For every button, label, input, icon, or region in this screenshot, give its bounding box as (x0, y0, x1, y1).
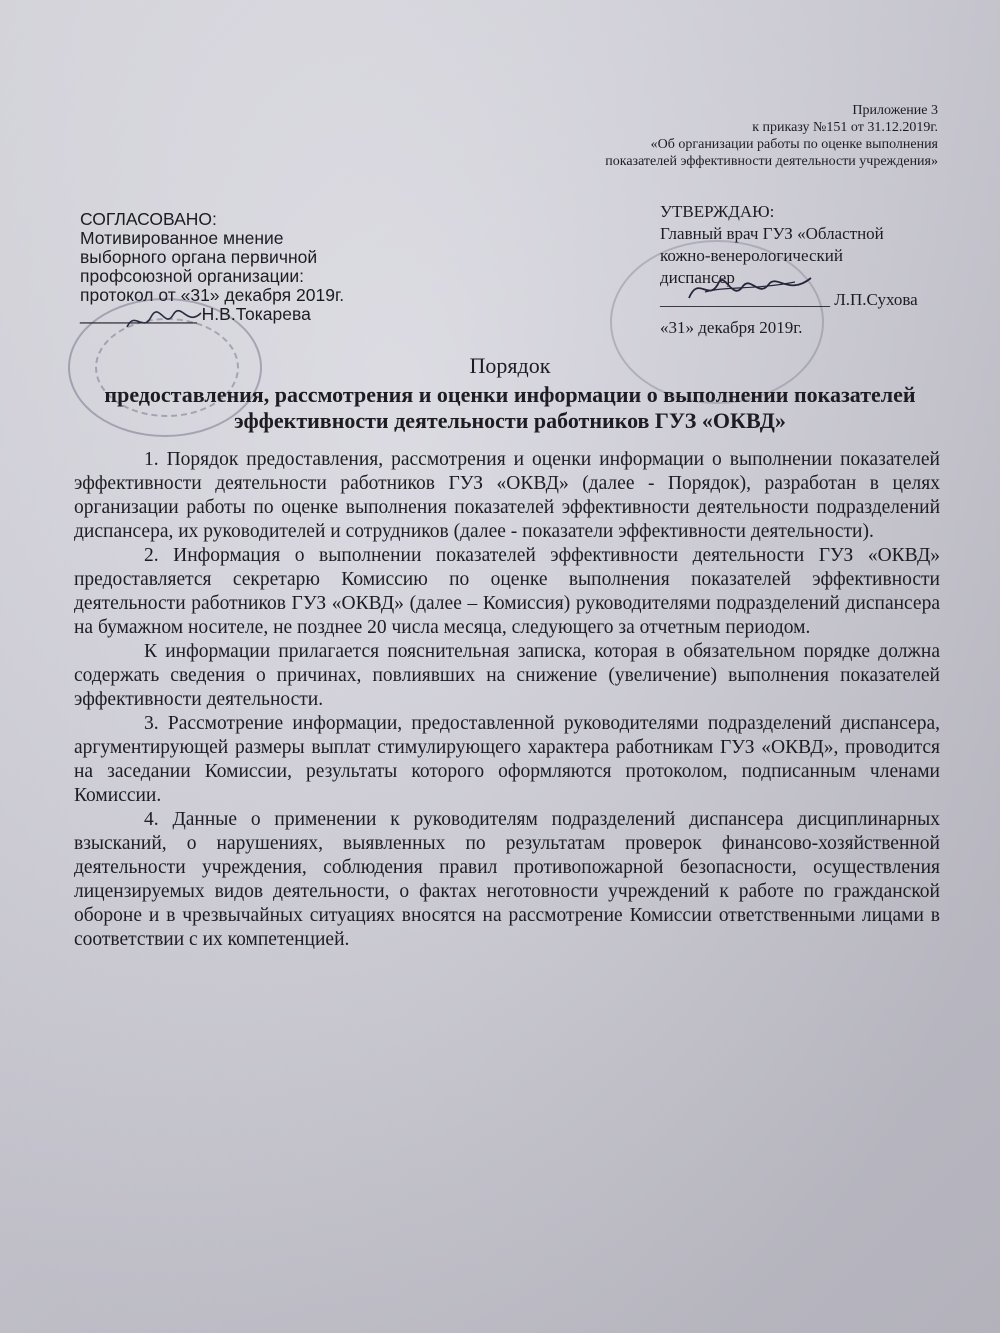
document-body (74, 448, 940, 952)
approve-date: «31» декабря 2019г. (660, 318, 803, 337)
paragraph-4: 3. Рассмотрение информации, предоставленной руководителями подразделений диспансера, аргументирующей размеры выплат стимулирующего характера работникам ГУЗ «ОКВД», проводится на заседании Комиссии, результаты которого оформляются протоколом, подписанным членами Комиссии. (74, 713, 940, 806)
paragraph-2: 2. Информация о выполнении показателей эффективности деятельности ГУЗ «ОКВД» предоставляется секретарю Комиссию по оценке выполнения показателей эффективности деятельности работников ГУЗ «ОКВД» (далее – Комиссия) руководителями подразделений диспансера на бумажном носителе, не позднее 20 числа месяца, следующего за отчетным периодом. (74, 545, 940, 638)
agreed-signature-line: ____________ Н.В.Токарева (80, 304, 311, 324)
appendix-order-title-2: показателей эффективности деятельности учреждения» (605, 154, 938, 169)
approve-line-2: кожно-венерологический (660, 246, 843, 265)
signature-right (685, 268, 815, 308)
document-title (70, 353, 950, 434)
agreed-line-4: протокол от «31» декабря 2019г. (80, 285, 345, 305)
appendix-header (518, 102, 938, 170)
agreed-line-3: профсоюзной организации: (80, 266, 305, 286)
title-line-2: предоставления, рассмотрения и оценки информации о выполнении показателей (104, 382, 916, 407)
agreed-line-2: выборного органа первичной (80, 247, 318, 267)
approve-signature-line: ____________________ Л.П.Сухова (660, 290, 918, 309)
title-line-1: Порядок (469, 353, 551, 378)
paragraph-5: 4. Данные о применении к руководителям подразделений диспансера дисциплинарных взысканий, о нарушениях, выявленных по результатам проверок финансово-хозяйственной деятельности учреждения, соблюдения правил противопожарной безопасности, осуществления лицензируемых видов деятельности, о фактах неготовности учреждений к работе по гражданской обороне и в чрезвычайных ситуациях вносятся на рассмотрение Комиссии ответственными лицами в соответствии с их компетенцией. (74, 809, 940, 950)
approve-line-3: диспансер (660, 268, 735, 287)
agreed-heading: СОГЛАСОВАНО: (80, 209, 217, 229)
approve-line-1: Главный врач ГУЗ «Областной (660, 224, 884, 243)
agreed-line-1: Мотивированное мнение (80, 228, 284, 248)
appendix-number: Приложение 3 (852, 103, 938, 118)
title-line-3: эффективности деятельности работников ГУЗ «ОКВД» (234, 408, 786, 433)
approve-heading: УТВЕРЖДАЮ: (660, 202, 775, 221)
paragraph-3: К информации прилагается пояснительная записка, которая в обязательном порядке должна содержать сведения о причинах, повлиявших на снижение (увеличение) выполнения показателей эффективности деятельности. (74, 641, 940, 710)
appendix-order-title-1: «Об организации работы по оценке выполнения (650, 137, 938, 152)
paragraph-1: 1. Порядок предоставления, рассмотрения и оценки информации о выполнении показателей эффективности деятельности работников ГУЗ «ОКВД» (далее - Порядок), разработан в целях организации работы по оценке выполнения показателей эффективности деятельности подразделений диспансера, их руководителей и сотрудников (далее - показатели эффективности деятельности). (74, 449, 940, 542)
appendix-order-ref: к приказу №151 от 31.12.2019г. (752, 120, 938, 135)
signature-left (125, 305, 205, 335)
